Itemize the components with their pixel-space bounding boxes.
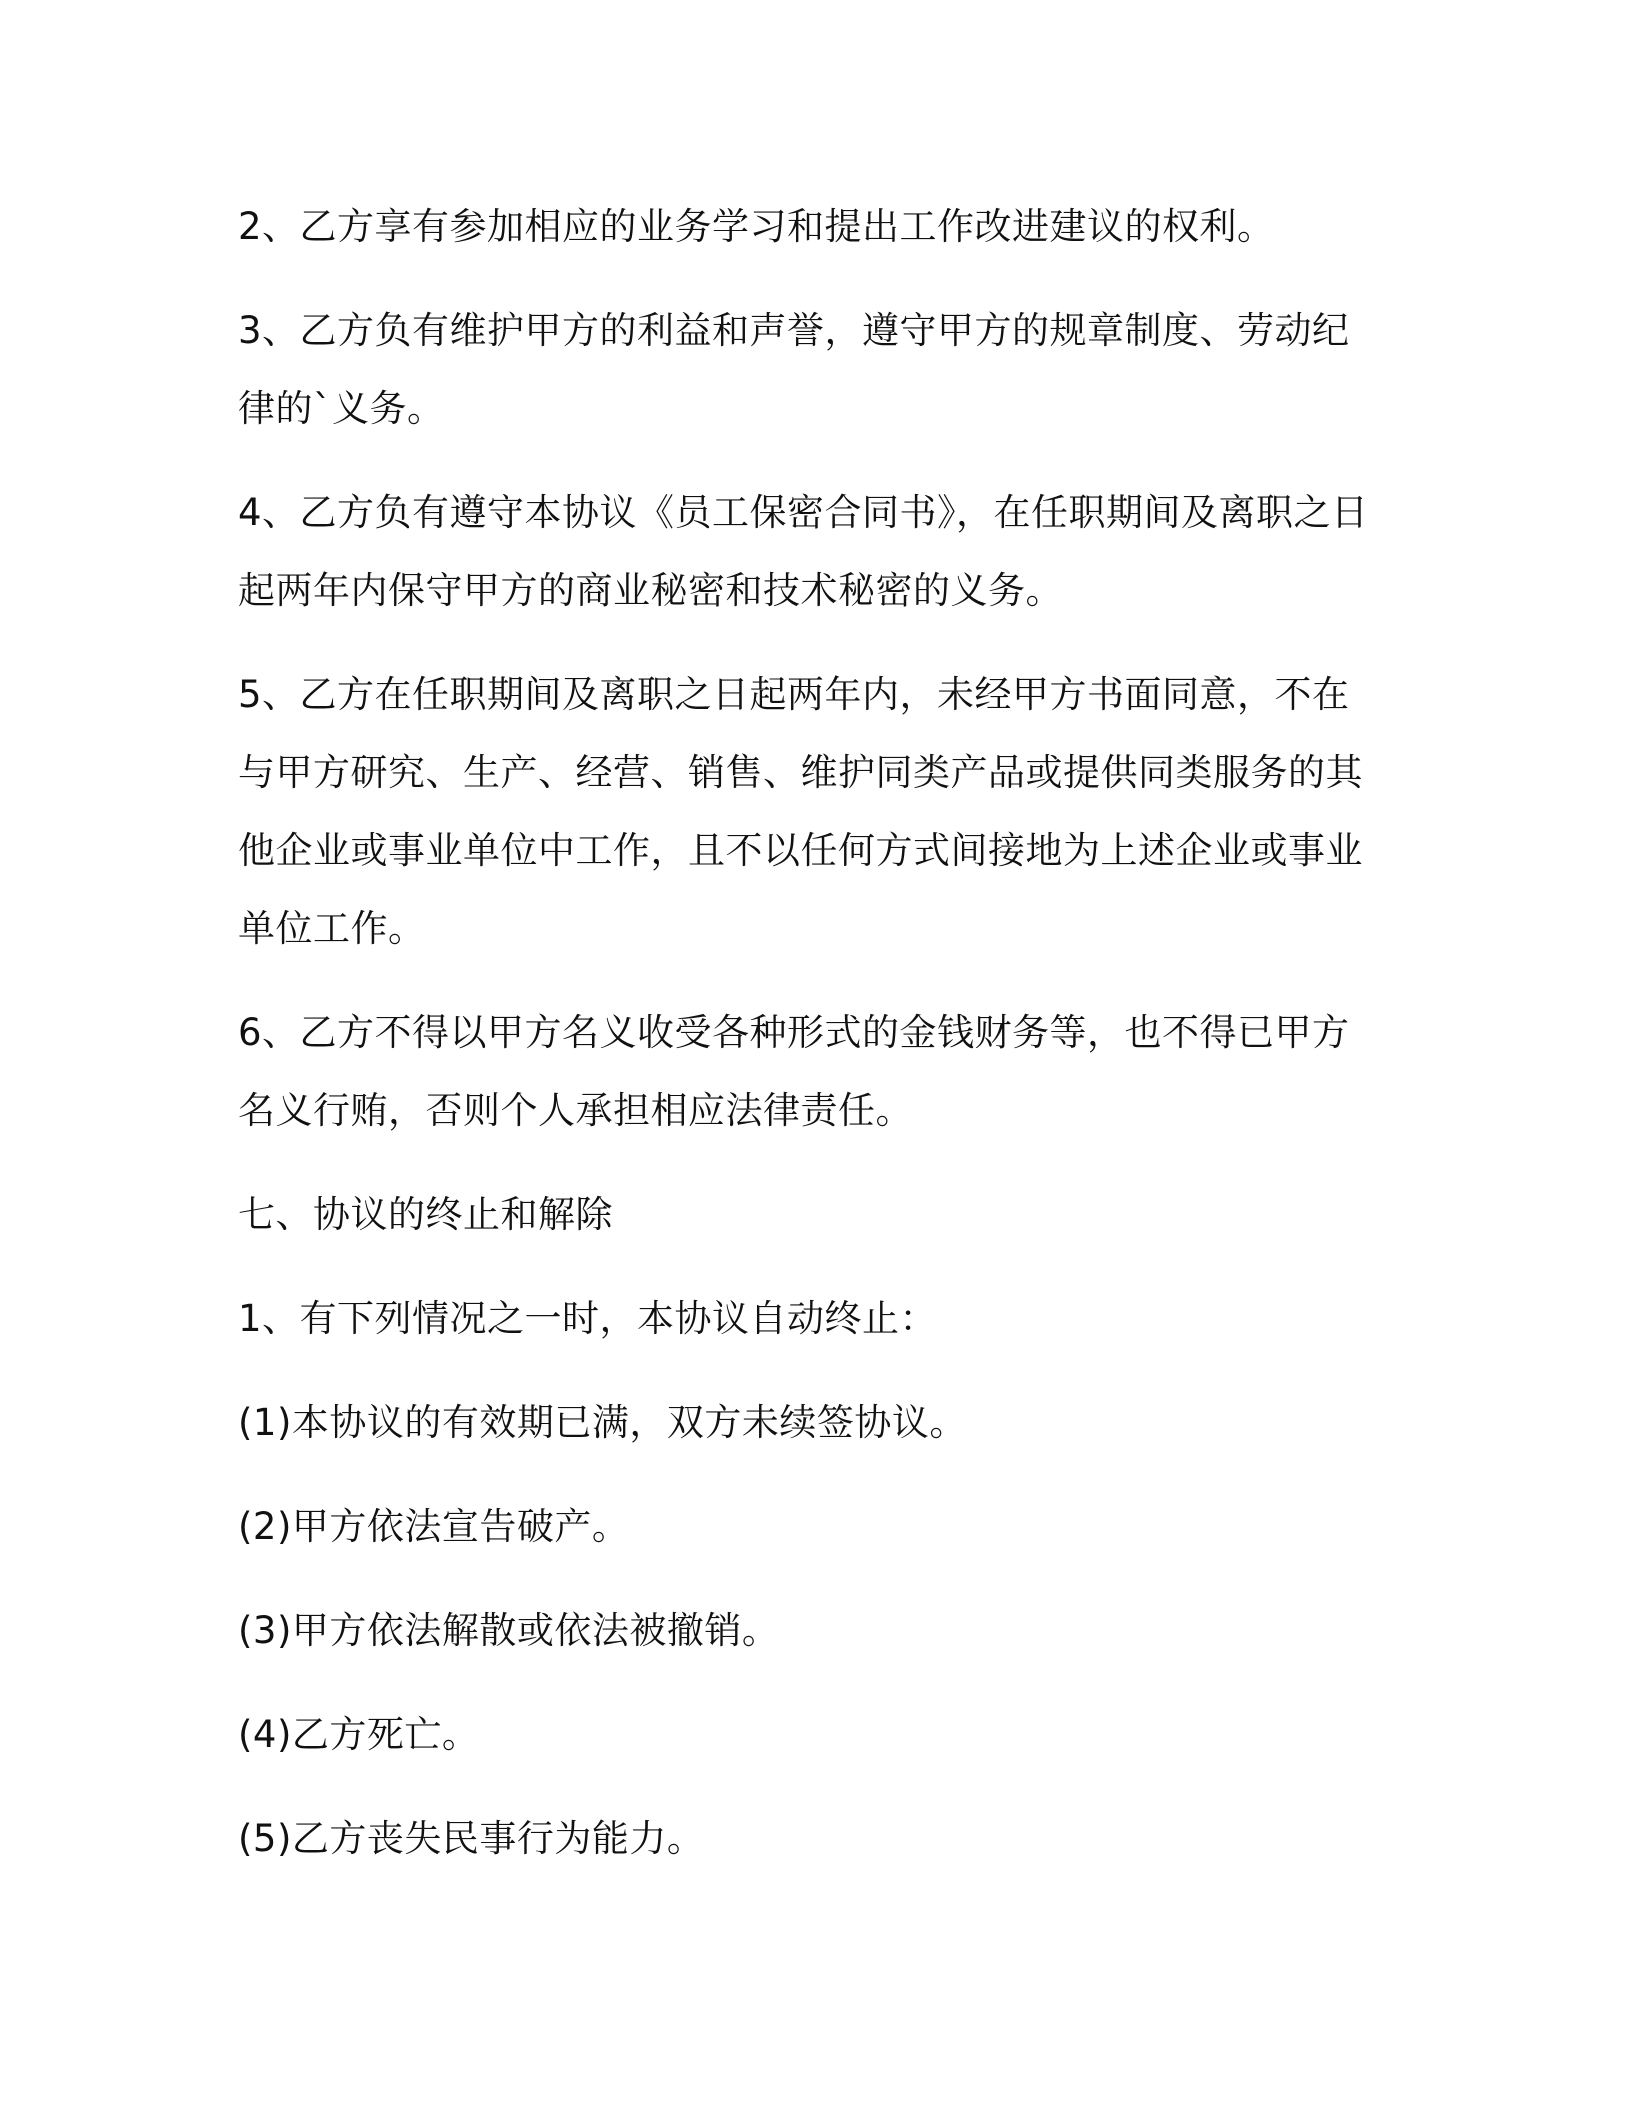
list-item-termination-4: (4)乙方死亡。	[238, 1713, 480, 1756]
section-heading-termination: 七、协议的终止和解除	[238, 1193, 613, 1236]
paragraph-termination-1: 1、有下列情况之一时，本协议自动终止：	[238, 1297, 938, 1340]
paragraph-clause-6: 6、乙方不得以甲方名义收受各种形式的金钱财务等，也不得已甲方名义行贿，否则个人承担相应法律责任。	[238, 1011, 1350, 1132]
paragraph-clause-5: 5、乙方在任职期间及离职之日起两年内，未经甲方书面同意，不在与甲方研究、生产、经营、销售、维护同类产品或提供同类服务的其他企业或事业单位中工作，且不以任何方式间接地为上述企业或事业单位工作。	[238, 673, 1363, 950]
list-item-termination-2: (2)甲方依法宣告破产。	[238, 1505, 630, 1548]
document-body	[238, 188, 1378, 1904]
list-item-termination-1: (1)本协议的有效期已满，双方未续签协议。	[238, 1401, 967, 1444]
list-item-termination-3: (3)甲方依法解散或依法被撤销。	[238, 1609, 780, 1652]
paragraph-clause-3: 3、乙方负有维护甲方的利益和声誉，遵守甲方的规章制度、劳动纪律的`义务。	[238, 309, 1350, 430]
paragraph-clause-2: 2、乙方享有参加相应的业务学习和提出工作改进建议的权利。	[238, 205, 1275, 248]
list-item-termination-5: (5)乙方丧失民事行为能力。	[238, 1817, 705, 1860]
paragraph-clause-4: 4、乙方负有遵守本协议《员工保密合同书》，在任职期间及离职之日起两年内保守甲方的商业秘密和技术秘密的义务。	[238, 491, 1369, 612]
